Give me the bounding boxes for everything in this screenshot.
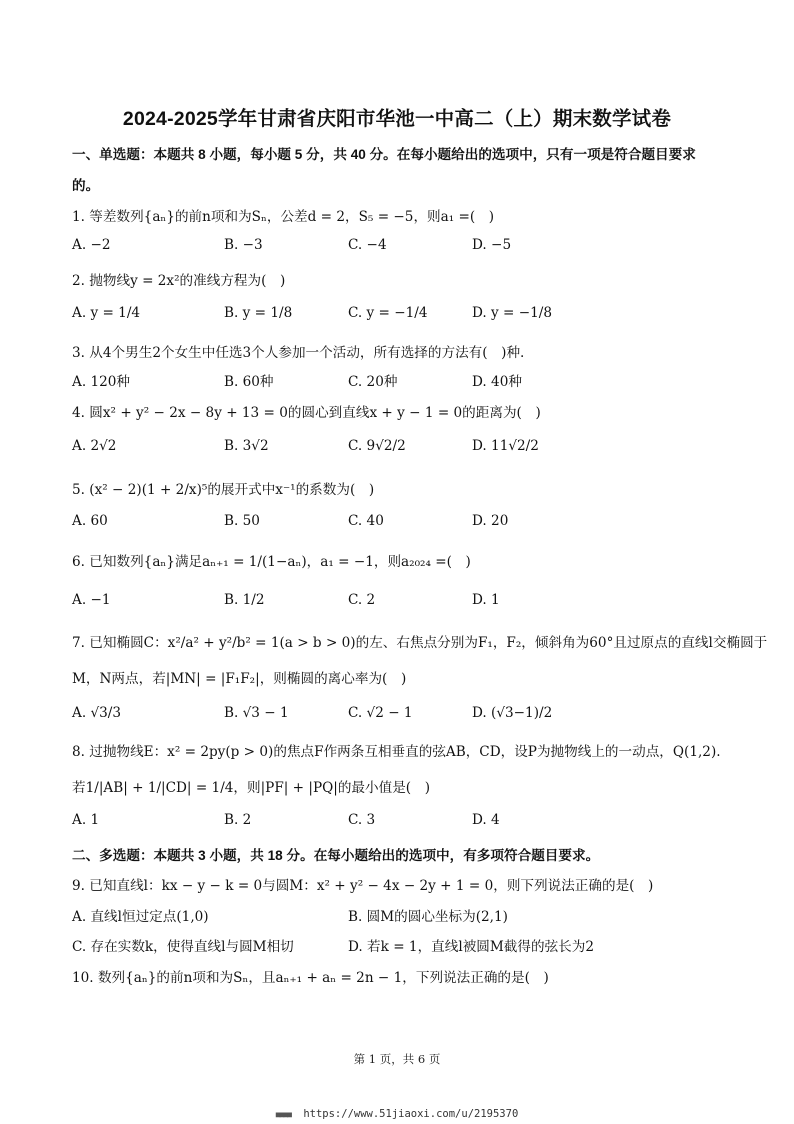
watermark-logo: ■■■■ bbox=[275, 1110, 291, 1119]
question-7-option-b: B. √3 − 1 bbox=[224, 705, 289, 721]
question-4-option-b: B. 3√2 bbox=[224, 438, 269, 454]
watermark bbox=[0, 1108, 794, 1120]
section-1-heading: 一、单选题：本题共 8 小题，每小题 5 分，共 40 分。在每小题给出的选项中，只有一项是符合题目要求 bbox=[72, 147, 696, 162]
question-8-option-b: B. 2 bbox=[224, 812, 252, 828]
question-9-option-a: A. 直线l恒过定点(1,0) bbox=[72, 909, 209, 925]
question-1-option-b: B. −3 bbox=[224, 237, 263, 253]
question-7-option-c: C. √2 − 1 bbox=[348, 705, 413, 721]
watermark-url: https://www.51jiaoxi.com/u/2195370 bbox=[303, 1108, 519, 1120]
question-6-stem: 6. 已知数列{aₙ}满足aₙ₊₁ = 1/(1−aₙ)，a₁ = −1，则a₂₀₂₄ =( ) bbox=[72, 554, 471, 570]
question-7-option-d: D. (√3−1)/2 bbox=[472, 705, 553, 721]
question-8-stem-cont: 若1/|AB| + 1/|CD| = 1/4，则|PF| + |PQ|的最小值是( ) bbox=[72, 780, 430, 796]
question-7-option-a: A. √3/3 bbox=[72, 705, 121, 721]
question-1-option-a: A. −2 bbox=[72, 237, 111, 253]
question-2-option-b: B. y = 1/8 bbox=[224, 305, 293, 321]
question-2-option-c: C. y = −1/4 bbox=[348, 305, 428, 321]
question-6-option-d: D. 1 bbox=[472, 592, 500, 608]
question-4-stem: 4. 圆x² + y² − 2x − 8y + 13 = 0的圆心到直线x + y − 1 = 0的距离为( ) bbox=[72, 405, 541, 421]
question-1-option-c: C. −4 bbox=[348, 237, 387, 253]
question-8-option-a: A. 1 bbox=[72, 812, 100, 828]
question-10-stem: 10. 数列{aₙ}的前n项和为Sₙ，且aₙ₊₁ + aₙ = 2n − 1，下列说法正确的是( ) bbox=[72, 970, 549, 986]
question-5-option-a: A. 60 bbox=[72, 513, 108, 529]
question-6-option-a: A. −1 bbox=[72, 592, 111, 608]
page-title: 2024-2025学年甘肃省庆阳市华池一中高二（上）期末数学试卷 bbox=[122, 108, 672, 130]
section-1-heading-cont: 的。 bbox=[72, 178, 100, 193]
question-6-option-c: C. 2 bbox=[348, 592, 376, 608]
question-9-option-d: D. 若k = 1，直线l被圆M截得的弦长为2 bbox=[348, 939, 595, 955]
question-3-option-d: D. 40种 bbox=[472, 374, 522, 390]
question-6-option-b: B. 1/2 bbox=[224, 592, 265, 608]
question-7-stem-cont: M，N两点，若|MN| = |F₁F₂|，则椭圆的离心率为( ) bbox=[72, 671, 407, 687]
question-2-option-a: A. y = 1/4 bbox=[72, 305, 141, 321]
question-7-stem: 7. 已知椭圆C：x²/a² + y²/b² = 1(a > b > 0)的左、右焦点分别为F₁，F₂，倾斜角为60°且过原点的直线l交椭圆于 bbox=[72, 635, 768, 651]
question-3-option-c: C. 20种 bbox=[348, 374, 398, 390]
question-5-stem: 5. (x² − 2)(1 + 2/x)⁵的展开式中x⁻¹的系数为( ) bbox=[72, 482, 375, 498]
question-9-stem: 9. 已知直线l：kx − y − k = 0与圆M：x² + y² − 4x − 2y + 1 = 0，则下列说法正确的是( ) bbox=[72, 878, 654, 894]
question-1-stem: 1. 等差数列{aₙ}的前n项和为Sₙ，公差d = 2，S₅ = −5，则a₁ =( ) bbox=[72, 209, 495, 225]
question-5-option-c: C. 40 bbox=[348, 513, 384, 529]
question-2-option-d: D. y = −1/8 bbox=[472, 305, 553, 321]
section-2-heading: 二、多选题：本题共 3 小题，共 18 分。在每小题给出的选项中，有多项符合题目要求。 bbox=[72, 848, 600, 863]
question-3-stem: 3. 从4个男生2个女生中任选3个人参加一个活动，所有选择的方法有( )种. bbox=[72, 345, 525, 361]
question-3-option-a: A. 120种 bbox=[72, 374, 130, 390]
question-1-option-d: D. −5 bbox=[472, 237, 512, 253]
question-4-option-d: D. 11√2/2 bbox=[472, 438, 539, 454]
question-4-option-c: C. 9√2/2 bbox=[348, 438, 406, 454]
question-2-stem: 2. 抛物线y = 2x²的准线方程为( ) bbox=[72, 273, 286, 289]
question-8-option-c: C. 3 bbox=[348, 812, 376, 828]
question-5-option-b: B. 50 bbox=[224, 513, 260, 529]
question-3-option-b: B. 60种 bbox=[224, 374, 274, 390]
question-8-option-d: D. 4 bbox=[472, 812, 500, 828]
question-9-option-c: C. 存在实数k，使得直线l与圆M相切 bbox=[72, 939, 294, 955]
question-9-option-b: B. 圆M的圆心坐标为(2,1) bbox=[348, 909, 508, 925]
question-4-option-a: A. 2√2 bbox=[72, 438, 117, 454]
question-8-stem: 8. 过抛物线E：x² = 2py(p > 0)的焦点F作两条互相垂直的弦AB，CD，设P为抛物线上的一动点，Q(1,2). bbox=[72, 744, 721, 760]
page-footer: 第 1 页，共 6 页 bbox=[353, 1052, 441, 1066]
question-5-option-d: D. 20 bbox=[472, 513, 509, 529]
